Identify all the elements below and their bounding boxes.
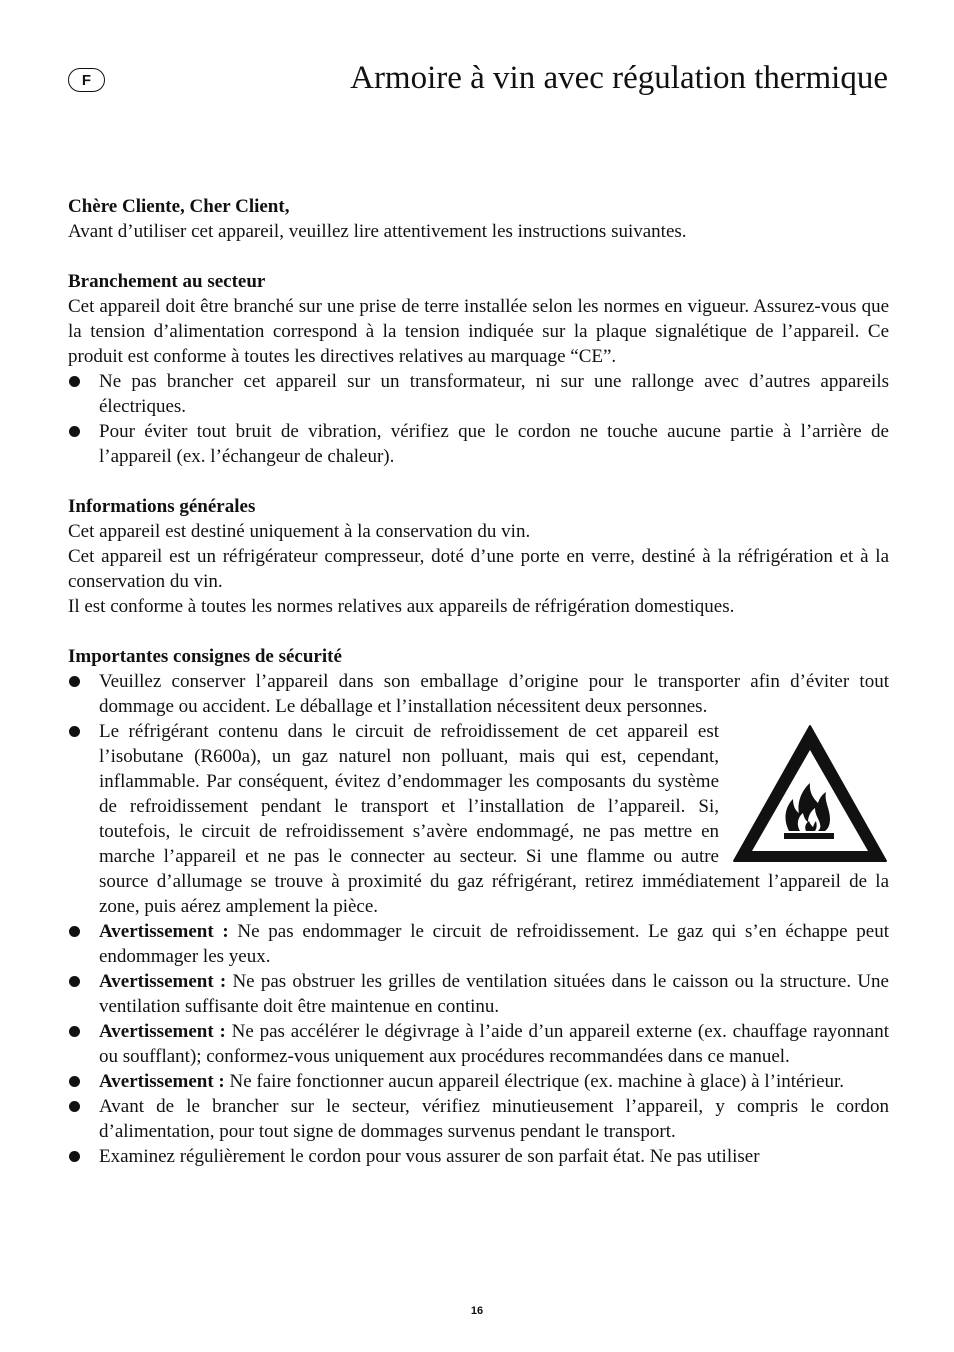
warning-label: Avertissement : — [99, 971, 227, 992]
list-item — [68, 1019, 889, 1069]
list-item — [68, 969, 889, 1019]
spacer — [68, 469, 889, 494]
list-item — [68, 719, 889, 919]
refrigerant-text: Le réfrigérant contenu dans le circuit de refroidissement de cet appareil est l’isobutane (R600a), un gaz naturel non polluant, mais qui est, cependant, inflammable. Par conséquent, évitez d’endommager les composants du système de refroidissement pendant le transport et l’installation de l’appareil. Si, toutefois, le circuit de refroidissement s’avère endommagé, ne pas mettre en marche l’appareil et ne pas le connecter au secteur. Si une flamme ou autre source d’allumage se trouve à proximité du gaz réfrigérant, retirez immédiatement l’appareil de la zone, puis aérez amplement la pièce. — [99, 721, 889, 917]
informations-paragraph: Cet appareil est destiné uniquement à la conservation du vin. — [68, 521, 531, 542]
informations-heading: Informations générales — [68, 496, 256, 517]
informations-paragraph: Cet appareil est un réfrigérateur compresseur, doté d’une porte en verre, destiné à la réfrigération et à la conservation du vin. — [68, 546, 889, 592]
informations-paragraph: Il est conforme à toutes les normes relatives aux appareils de réfrigération domestiques. — [68, 596, 735, 617]
document-body — [68, 194, 889, 1169]
greeting-section — [68, 194, 889, 244]
list-item: Veuillez conserver l’appareil dans son emballage d’origine pour le transporter afin d’éviter tout dommage ou accident. Le déballage et l’installation nécessitent deux personnes. — [68, 669, 889, 719]
warning-label: Avertissement : — [99, 1021, 226, 1042]
warning-text: Ne faire fonctionner aucun appareil électrique (ex. machine à glace) à l’intérieur. — [229, 1071, 845, 1092]
list-item: Ne pas brancher cet appareil sur un transformateur, ni sur une rallonge avec d’autres appareils électriques. — [68, 369, 889, 419]
list-item: Pour éviter tout bruit de vibration, vérifiez que le cordon ne touche aucune partie à l’arrière de l’appareil (ex. l’échangeur de chaleur). — [68, 419, 889, 469]
branchement-heading: Branchement au secteur — [68, 271, 266, 292]
warning-label: Avertissement : — [99, 921, 229, 942]
warning-label: Avertissement : — [99, 1071, 225, 1092]
securite-heading: Importantes consignes de sécurité — [68, 646, 342, 667]
page-number: 16 — [470, 1305, 484, 1317]
greeting-heading: Chère Cliente, Cher Client, — [68, 196, 290, 217]
language-badge — [68, 68, 105, 92]
page-title: Armoire à vin avec régulation thermique — [350, 60, 888, 96]
warning-text: Ne pas accélérer le dégivrage à l’aide d’un appareil externe (ex. chauffage rayonnant ou soufflant); conformez-vous uniquement aux procédures recommandées dans ce manuel. — [99, 1021, 889, 1067]
branchement-text: Cet appareil doit être branché sur une prise de terre installée selon les normes en vigueur. Assurez-vous que la tension d’alimentation correspond à la tension indiquée sur la plaque signalétique de l’appareil. Ce produit est conforme à toutes les directives relatives au marquage “CE”. — [68, 296, 889, 367]
branchement-section — [68, 269, 889, 469]
securite-bullets — [68, 669, 889, 1169]
flammable-warning-icon — [731, 723, 889, 865]
branchement-bullets — [68, 369, 889, 469]
spacer — [68, 619, 889, 644]
warning-text: Ne pas obstruer les grilles de ventilation situées dans le caisson ou la structure. Une ventilation suffisante doit être maintenue en continu. — [99, 971, 889, 1017]
warning-text: Ne pas endommager le circuit de refroidissement. Le gaz qui s’en échappe peut endommager les yeux. — [99, 921, 889, 967]
informations-section — [68, 494, 889, 619]
list-item: Examinez régulièrement le cordon pour vous assurer de son parfait état. Ne pas utiliser — [68, 1144, 889, 1169]
list-item: Avant de le brancher sur le secteur, vérifiez minutieusement l’appareil, y compris le cordon d’alimentation, pour tout signe de dommages survenus pendant le transport. — [68, 1094, 889, 1144]
list-item — [68, 1069, 889, 1094]
spacer — [68, 244, 889, 269]
securite-section — [68, 644, 889, 1169]
list-item — [68, 919, 889, 969]
language-code: F — [81, 71, 92, 89]
greeting-text: Avant d’utiliser cet appareil, veuillez lire attentivement les instructions suivantes. — [68, 221, 687, 242]
